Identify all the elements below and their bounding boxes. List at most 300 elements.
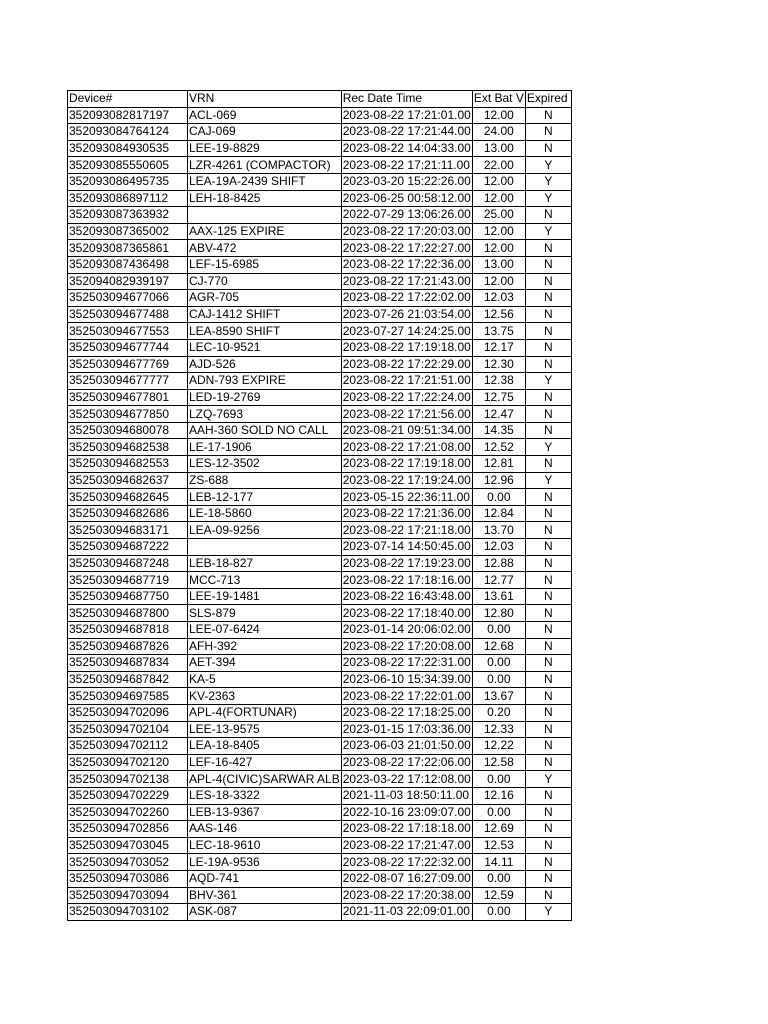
table-row [68,240,572,257]
table-row [68,356,572,373]
header-row [68,91,572,108]
cell-ext-bat-v[interactable]: 13.61 [472,588,525,605]
cell-expired[interactable]: N [525,738,571,755]
cell-rec-date-time[interactable]: 2023-08-22 17:22:02.00 [342,290,471,305]
cell-expired[interactable]: N [525,555,571,572]
cell-expired[interactable]: N [525,389,571,406]
cell-ext-bat-v[interactable]: 12.03 [472,290,525,307]
cell-vrn[interactable]: APL-4(CIVIC)SARWAR ALB [189,771,340,786]
cell-expired[interactable]: N [525,704,571,721]
cell-expired[interactable]: N [525,638,571,655]
table-row [68,870,572,887]
cell-expired[interactable]: N [525,356,571,373]
cell-ext-bat-v[interactable]: 12.75 [472,389,525,406]
table-row [68,157,572,174]
table-row [68,389,572,406]
cell-rec-date-time[interactable]: 2023-08-22 17:21:44.00 [342,124,471,139]
cell-rec-date-time[interactable]: 2023-08-22 17:19:18.00 [342,340,471,355]
cell-device[interactable]: 352503094683171 [68,522,188,539]
table-row [68,555,572,572]
cell-rec-date-time[interactable]: 2023-08-22 17:20:03.00 [342,224,471,239]
cell-vrn[interactable]: CAJ-1412 SHIFT [188,306,342,323]
table-row [68,588,572,605]
cell-ext-bat-v[interactable]: 12.03 [472,539,525,556]
cell-rec-date-time[interactable]: 2023-08-22 17:21:43.00 [342,273,471,288]
cell-ext-bat-v[interactable]: 12.58 [472,754,525,771]
cell-vrn[interactable]: SLS-879 [188,605,342,622]
table-row [68,173,572,190]
table-row [68,256,572,273]
cell-rec-date-time[interactable]: 2023-08-22 17:21:18.00 [342,522,471,537]
cell-vrn[interactable]: AAH-360 SOLD NO CALL [188,422,342,439]
table-row [68,771,572,788]
cell-vrn[interactable] [188,207,342,224]
cell-rec-date-time[interactable]: 2023-08-22 17:20:38.00 [342,887,471,902]
cell-ext-bat-v[interactable]: 12.00 [472,190,525,207]
cell-ext-bat-v[interactable]: 13.75 [472,323,525,340]
cell-vrn[interactable]: LEE-13-9575 [188,721,342,738]
cell-rec-date-time[interactable]: 2023-01-15 17:03:36.00 [342,721,471,736]
cell-vrn[interactable]: LEC-18-9610 [188,837,342,854]
cell-vrn[interactable]: KV-2363 [188,688,342,705]
table-row [68,539,572,556]
cell-rec-date-time[interactable]: 2023-08-22 17:22:24.00 [342,389,471,404]
cell-expired[interactable]: N [525,107,571,124]
cell-rec-date-time[interactable]: 2023-05-15 22:36:11.00 [341,489,472,506]
cell-vrn[interactable]: LEC-10-9521 [188,339,342,356]
cell-ext-bat-v[interactable]: 13.00 [472,256,525,273]
cell-ext-bat-v[interactable]: 12.69 [472,821,525,838]
cell-ext-bat-v[interactable]: 12.00 [472,223,525,240]
cell-expired[interactable]: N [525,787,571,804]
cell-expired[interactable]: Y [525,223,571,240]
table-row [68,522,572,539]
cell-expired[interactable]: N [525,456,571,473]
cell-vrn[interactable]: ZS-688 [188,472,342,489]
cell-expired[interactable]: N [525,505,571,522]
cell-device[interactable]: 352503094687826 [68,638,188,655]
cell-expired[interactable]: N [525,671,571,688]
cell-vrn[interactable]: AFH-392 [188,638,342,655]
table-row [68,422,572,439]
cell-ext-bat-v[interactable]: 0.00 [472,655,525,672]
cell-rec-date-time[interactable]: 2023-08-22 17:22:27.00 [342,240,471,255]
cell-device[interactable]: 352503094677801 [68,389,188,406]
cell-expired[interactable]: N [525,655,571,672]
cell-rec-date-time[interactable]: 2023-06-10 15:34:39.00 [342,672,471,687]
cell-expired[interactable]: N [525,854,571,871]
table-row [68,406,572,423]
table-row [68,754,572,771]
cell-device[interactable]: 352503094702138 [68,771,188,788]
table-row [68,671,572,688]
cell-rec-date-time[interactable]: 2023-08-22 14:04:33.00 [342,141,471,156]
cell-expired[interactable]: N [525,522,571,539]
cell-rec-date-time[interactable]: 2023-01-14 20:06:02.00 [342,622,471,637]
table-row [68,854,572,871]
table-row [68,738,572,755]
cell-rec-date-time[interactable]: 2023-08-22 17:21:08.00 [342,439,471,454]
header-expired[interactable]: Expired [525,91,571,108]
cell-expired[interactable]: N [525,240,571,257]
cell-device[interactable]: 352503094702229 [68,787,188,804]
cell-vrn[interactable]: AJD-526 [188,356,342,373]
cell-device[interactable]: 352503094702104 [68,721,188,738]
cell-device[interactable]: 352503094680078 [68,422,188,439]
cell-ext-bat-v[interactable]: 12.16 [472,787,525,804]
cell-expired[interactable]: N [525,339,571,356]
cell-vrn[interactable]: BHV-361 [188,887,342,904]
cell-rec-date-time[interactable]: 2023-08-22 17:22:31.00 [342,655,471,670]
cell-device[interactable]: 352503094677777 [68,373,188,390]
cell-device[interactable]: 352503094697585 [68,688,188,705]
table-row [68,655,572,672]
cell-rec-date-time[interactable]: 2023-08-22 17:22:36.00 [342,257,471,272]
cell-vrn[interactable]: AAX-125 EXPIRE [188,223,342,240]
cell-vrn[interactable]: CAJ-069 [188,124,342,141]
table-row [68,837,572,854]
cell-ext-bat-v[interactable]: 0.00 [472,771,525,788]
table-row [68,904,572,921]
table-row [68,489,572,506]
cell-expired[interactable]: Y [525,173,571,190]
cell-device[interactable]: 352093087365002 [68,223,188,240]
table-row [68,190,572,207]
cell-device[interactable]: 352094082939197 [68,273,188,290]
cell-vrn[interactable]: AET-394 [188,655,342,672]
cell-ext-bat-v[interactable]: 14.11 [472,854,525,871]
cell-ext-bat-v[interactable]: 12.88 [472,555,525,572]
cell-vrn[interactable]: LEE-19-8829 [188,140,342,157]
cell-rec-date-time[interactable]: 2023-08-22 17:21:01.00 [342,107,471,122]
cell-rec-date-time[interactable]: 2023-08-22 17:18:25.00 [342,705,471,720]
cell-device[interactable]: 352503094687842 [68,671,188,688]
cell-rec-date-time[interactable]: 2023-08-22 17:22:29.00 [342,356,471,371]
cell-device[interactable]: 352093082817197 [68,107,188,124]
cell-rec-date-time[interactable]: 2023-08-22 17:22:01.00 [342,688,471,703]
cell-device[interactable]: 352503094687750 [68,588,188,605]
cell-ext-bat-v[interactable]: 12.52 [472,439,525,456]
cell-ext-bat-v[interactable]: 12.59 [472,887,525,904]
cell-vrn[interactable]: LED-19-2769 [188,389,342,406]
cell-rec-date-time[interactable]: 2023-08-22 17:21:51.00 [342,373,471,388]
cell-expired[interactable]: N [525,207,571,224]
cell-device[interactable]: 352503094687800 [68,605,188,622]
cell-ext-bat-v[interactable]: 12.68 [472,638,525,655]
cell-device[interactable]: 352503094687222 [68,539,188,556]
cell-rec-date-time[interactable]: 2023-08-22 17:22:06.00 [342,755,471,770]
cell-vrn[interactable]: LES-18-3322 [188,787,342,804]
table-row [68,124,572,141]
cell-ext-bat-v[interactable]: 12.77 [472,572,525,589]
cell-device[interactable]: 352093086897112 [68,190,188,207]
cell-rec-date-time[interactable]: 2023-03-20 15:22:26.00 [342,174,471,189]
cell-device[interactable]: 352503094702856 [68,821,188,838]
cell-device[interactable]: 352093084930535 [68,140,188,157]
cell-rec-date-time[interactable]: 2023-08-22 17:19:24.00 [342,472,471,487]
cell-device[interactable]: 352503094702096 [68,704,188,721]
table-row [68,472,572,489]
cell-vrn[interactable]: LEA-18-8405 [188,738,342,755]
cell-ext-bat-v[interactable]: 0.20 [472,704,525,721]
cell-expired[interactable]: N [525,140,571,157]
table-row [68,887,572,904]
table-row [68,605,572,622]
table-row [68,505,572,522]
table-row [68,439,572,456]
cell-ext-bat-v[interactable]: 12.00 [472,240,525,257]
cell-ext-bat-v[interactable]: 22.00 [472,157,525,174]
cell-vrn[interactable]: LEE-07-6424 [188,622,342,639]
cell-rec-date-time[interactable]: 2023-06-25 00:58:12.00 [342,190,471,205]
table-row [68,223,572,240]
cell-ext-bat-v[interactable]: 12.00 [472,273,525,290]
cell-vrn[interactable]: LEH-18-8425 [188,190,342,207]
cell-device[interactable]: 352503094703045 [68,837,188,854]
cell-device[interactable]: 352503094682645 [68,489,188,506]
cell-ext-bat-v[interactable]: 24.00 [472,124,525,141]
cell-vrn[interactable]: KA-5 [188,671,342,688]
cell-ext-bat-v[interactable]: 0.00 [472,904,525,921]
cell-rec-date-time[interactable]: 2023-08-22 17:22:32.00 [342,854,471,869]
cell-expired[interactable]: N [525,572,571,589]
cell-ext-bat-v[interactable]: 12.84 [472,505,525,522]
cell-expired[interactable]: N [525,804,571,821]
table-row [68,323,572,340]
cell-expired[interactable]: N [525,124,571,141]
cell-expired[interactable]: N [525,406,571,423]
table-row [68,373,572,390]
cell-vrn[interactable]: LEB-12-177 [188,489,342,506]
cell-expired[interactable]: N [525,256,571,273]
cell-expired[interactable]: Y [525,157,571,174]
cell-device[interactable]: 352503094682637 [68,472,188,489]
cell-device[interactable]: 352093084764124 [68,124,188,141]
cell-device[interactable]: 352503094702260 [68,804,188,821]
header-device[interactable]: Device# [68,91,188,108]
cell-expired[interactable]: N [525,622,571,639]
cell-device[interactable]: 352503094703052 [68,854,188,871]
cell-vrn[interactable]: LEA-19A-2439 SHIFT [188,173,342,190]
header-vrn[interactable]: VRN [188,91,342,108]
cell-expired[interactable]: N [525,721,571,738]
cell-rec-date-time[interactable]: 2023-08-22 17:19:18.00 [342,456,471,471]
cell-device[interactable]: 352503094703102 [68,904,188,921]
cell-expired[interactable]: N [525,887,571,904]
cell-vrn[interactable]: AQD-741 [188,870,342,887]
cell-rec-date-time[interactable]: 2022-10-16 23:09:07.00 [342,804,471,819]
cell-device[interactable]: 352503094702112 [68,738,188,755]
cell-device[interactable]: 352503094677066 [68,290,188,307]
cell-ext-bat-v[interactable]: 14.35 [472,422,525,439]
cell-device[interactable]: 352503094687818 [68,622,188,639]
header-ext-bat-v[interactable]: Ext Bat V [473,91,524,106]
cell-expired[interactable]: Y [525,439,571,456]
cell-rec-date-time[interactable]: 2023-03-22 17:12:08.00 [342,771,471,786]
cell-device[interactable]: 352503094702120 [68,754,188,771]
cell-expired[interactable]: N [525,290,571,307]
cell-vrn[interactable]: LZQ-7693 [188,406,342,423]
cell-vrn[interactable]: CJ-770 [188,273,342,290]
table-row [68,273,572,290]
cell-rec-date-time[interactable]: 2021-11-03 22:09:01.00 [341,904,472,921]
cell-ext-bat-v[interactable]: 12.38 [472,373,525,390]
cell-expired[interactable]: N [525,273,571,290]
cell-vrn[interactable] [188,539,342,556]
cell-ext-bat-v[interactable]: 12.47 [472,406,525,423]
cell-ext-bat-v[interactable]: 12.17 [472,339,525,356]
cell-vrn[interactable]: LZR-4261 (COMPACTOR) [188,157,342,174]
table-row [68,306,572,323]
table-row [68,622,572,639]
cell-ext-bat-v[interactable]: 12.33 [472,721,525,738]
cell-expired[interactable]: Y [525,771,571,788]
table-row [68,572,572,589]
cell-device[interactable]: 352093087365861 [68,240,188,257]
cell-vrn[interactable]: LEF-16-427 [188,754,342,771]
cell-device[interactable]: 352503094687834 [68,655,188,672]
cell-vrn[interactable]: AGR-705 [188,290,342,307]
cell-vrn[interactable]: LEB-18-827 [188,555,342,572]
cell-ext-bat-v[interactable]: 25.00 [472,207,525,224]
cell-vrn[interactable]: LEF-15-6985 [188,256,342,273]
cell-rec-date-time[interactable]: 2023-08-22 16:43:48.00 [342,589,471,604]
cell-vrn[interactable]: LE-17-1906 [188,439,342,456]
cell-rec-date-time[interactable]: 2023-08-22 17:18:16.00 [342,572,471,587]
table-row [68,290,572,307]
cell-expired[interactable]: N [525,306,571,323]
cell-ext-bat-v[interactable]: 12.80 [472,605,525,622]
cell-expired[interactable]: N [525,588,571,605]
cell-device[interactable]: 352093086495735 [68,173,188,190]
cell-device[interactable]: 352503094682686 [68,505,188,522]
cell-expired[interactable]: Y [525,904,571,921]
cell-vrn[interactable]: MCC-713 [188,572,342,589]
cell-vrn[interactable]: ADN-793 EXPIRE [188,373,342,390]
cell-ext-bat-v[interactable]: 12.56 [472,306,525,323]
cell-vrn[interactable]: APL-4(FORTUNAR) [188,704,342,721]
table-row [68,821,572,838]
cell-expired[interactable]: N [525,323,571,340]
cell-expired[interactable]: Y [525,472,571,489]
table-row [68,804,572,821]
cell-rec-date-time[interactable]: 2023-08-22 17:21:47.00 [342,838,471,853]
cell-device[interactable]: 352503094677850 [68,406,188,423]
cell-vrn[interactable]: LES-12-3502 [188,456,342,473]
cell-vrn[interactable]: LE-18-5860 [188,505,342,522]
cell-ext-bat-v[interactable]: 12.00 [472,173,525,190]
table-row [68,787,572,804]
cell-device[interactable]: 352503094677744 [68,339,188,356]
cell-rec-date-time[interactable]: 2022-08-07 16:27:09.00 [342,871,471,886]
table-row [68,339,572,356]
cell-vrn[interactable]: LEB-13-9367 [188,804,342,821]
cell-rec-date-time[interactable]: 2023-08-21 09:51:34.00 [342,423,471,438]
table-row [68,688,572,705]
table-row [68,456,572,473]
cell-ext-bat-v[interactable]: 12.22 [472,738,525,755]
cell-device[interactable]: 352503094703086 [68,870,188,887]
cell-rec-date-time[interactable]: 2023-08-22 17:18:18.00 [342,821,471,836]
cell-rec-date-time[interactable]: 2021-11-03 18:50:11.00 [341,787,472,804]
cell-expired[interactable]: N [525,821,571,838]
cell-rec-date-time[interactable]: 2023-06-03 21:01:50.00 [342,738,471,753]
cell-ext-bat-v[interactable]: 12.53 [472,837,525,854]
cell-vrn[interactable]: LEE-19-1481 [188,588,342,605]
cell-ext-bat-v[interactable]: 13.00 [472,140,525,157]
cell-ext-bat-v[interactable]: 12.00 [472,107,525,124]
cell-expired[interactable]: N [525,688,571,705]
cell-rec-date-time[interactable]: 2023-08-22 17:18:40.00 [342,605,471,620]
header-rec-date-time[interactable]: Rec Date Time [341,91,472,108]
cell-expired[interactable]: N [525,870,571,887]
cell-ext-bat-v[interactable]: 0.00 [472,489,525,506]
cell-ext-bat-v[interactable]: 13.70 [472,522,525,539]
cell-ext-bat-v[interactable]: 12.30 [472,356,525,373]
table-row [68,107,572,124]
cell-expired[interactable]: Y [525,373,571,390]
cell-vrn[interactable]: LE-19A-9536 [188,854,342,871]
cell-expired[interactable]: N [525,422,571,439]
cell-ext-bat-v[interactable]: 0.00 [472,622,525,639]
cell-vrn[interactable]: ACL-069 [188,107,342,124]
cell-rec-date-time[interactable]: 2023-08-22 17:21:56.00 [342,406,471,421]
cell-device[interactable]: 352503094677769 [68,356,188,373]
cell-expired[interactable]: N [525,754,571,771]
cell-rec-date-time[interactable]: 2023-08-22 17:19:23.00 [342,555,471,570]
cell-device[interactable]: 352093087363932 [68,207,188,224]
cell-expired[interactable]: N [525,837,571,854]
cell-device[interactable]: 352503094682538 [68,439,188,456]
cell-device[interactable]: 352503094677488 [68,306,188,323]
cell-rec-date-time[interactable]: 2022-07-29 13:06:26.00 [342,207,471,222]
cell-expired[interactable]: N [525,539,571,556]
cell-device[interactable]: 352093085550605 [68,157,188,174]
cell-device[interactable]: 352503094682553 [68,456,188,473]
cell-rec-date-time[interactable]: 2023-08-22 17:21:11.00 [341,157,472,174]
cell-expired[interactable]: N [525,605,571,622]
cell-device[interactable]: 352093087436498 [68,256,188,273]
cell-vrn[interactable]: ASK-087 [188,904,342,921]
cell-ext-bat-v[interactable]: 13.67 [472,688,525,705]
cell-rec-date-time[interactable]: 2023-07-26 21:03:54.00 [342,307,471,322]
cell-rec-date-time[interactable]: 2023-08-22 17:21:36.00 [342,506,471,521]
cell-rec-date-time[interactable]: 2023-07-27 14:24:25.00 [342,323,471,338]
table-row [68,638,572,655]
cell-vrn[interactable]: ABV-472 [188,240,342,257]
cell-device[interactable]: 352503094703094 [68,887,188,904]
cell-ext-bat-v[interactable]: 12.96 [472,472,525,489]
table-row [68,721,572,738]
cell-expired[interactable]: Y [525,190,571,207]
cell-rec-date-time[interactable]: 2023-08-22 17:20:08.00 [342,638,471,653]
cell-ext-bat-v[interactable]: 12.81 [472,456,525,473]
table-row [68,140,572,157]
cell-device[interactable]: 352503094687719 [68,572,188,589]
table-row [68,704,572,721]
cell-expired[interactable]: N [525,489,571,506]
cell-rec-date-time[interactable]: 2023-07-14 14:50:45.00 [342,539,471,554]
cell-device[interactable]: 352503094687248 [68,555,188,572]
cell-vrn[interactable]: AAS-146 [188,821,342,838]
cell-vrn[interactable]: LEA-09-9256 [188,522,342,539]
cell-ext-bat-v[interactable]: 0.00 [472,671,525,688]
cell-vrn[interactable]: LEA-8590 SHIFT [188,323,342,340]
cell-ext-bat-v[interactable]: 0.00 [472,804,525,821]
spreadsheet-table [67,90,572,921]
cell-device[interactable]: 352503094677553 [68,323,188,340]
cell-ext-bat-v[interactable]: 0.00 [472,870,525,887]
